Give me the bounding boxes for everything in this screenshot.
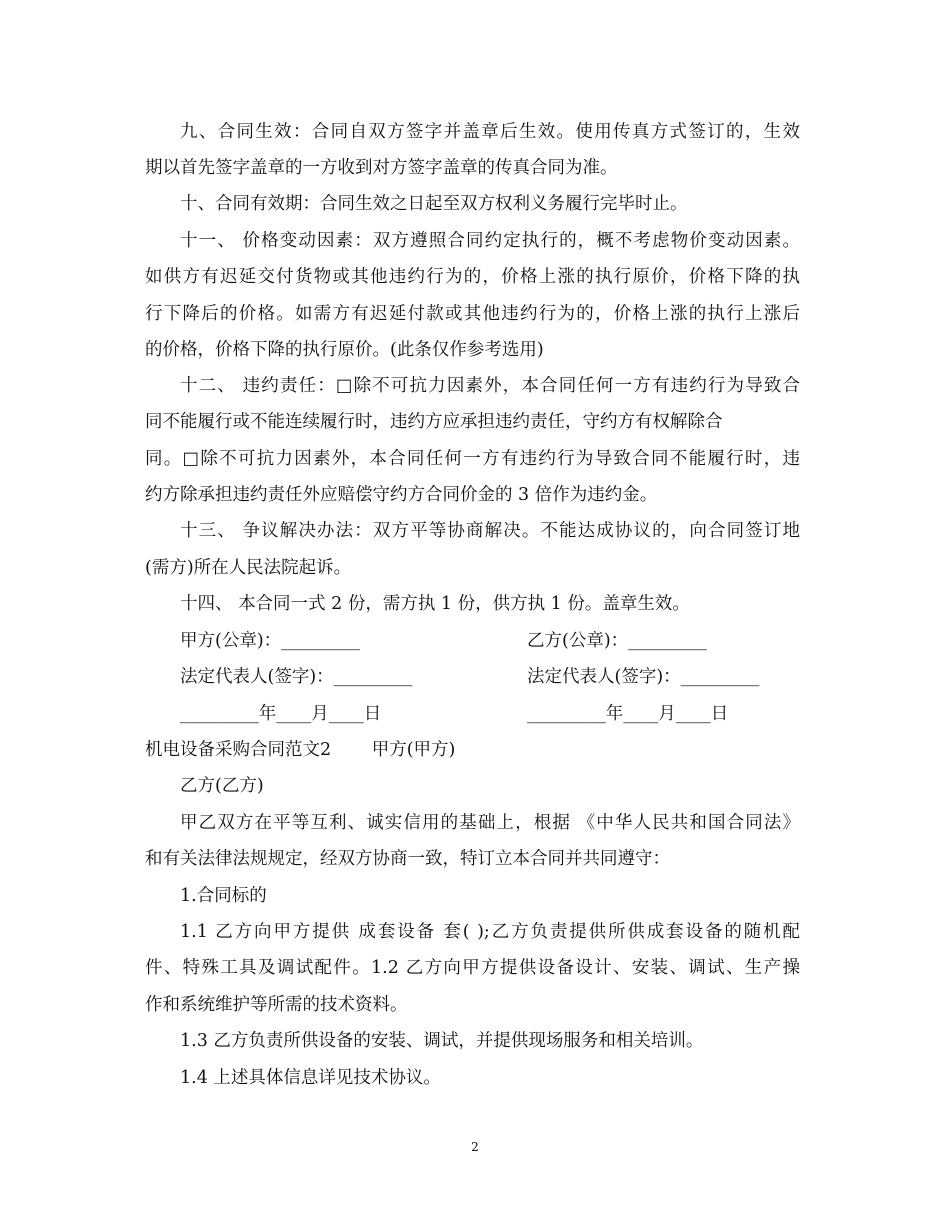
party-b-seal: 乙方(公章)：_________	[527, 631, 707, 651]
clause-13-line-2: (需方)所在人民法院起诉。	[145, 558, 352, 578]
preamble-line-1: 甲乙双方在平等互利、诚实信用的基础上，根据 《中华人民共和国合同法》	[180, 813, 800, 833]
party-b-representative: 法定代表人(签字)：_________	[527, 667, 760, 687]
item-1-4: 1.4 上述具体信息详见技术协议。	[180, 1068, 441, 1088]
party-a-seal: 甲方(公章)：_________	[180, 631, 360, 651]
clause-9-line-1: 九、合同生效：合同自双方签字并盖章后生效。使用传真方式签订的，生效	[180, 122, 800, 142]
item-1-1-line-1: 1.1 乙方向甲方提供 成套设备 套( );乙方负责提供所供成套设备的随机配	[180, 922, 800, 942]
item-1-2-line-end: 作和系统维护等所需的技术资料。	[145, 995, 408, 1015]
clause-12-line-1: 十二、 违约责任：□除不可抗力因素外，本合同任何一方有违约行为导致合	[180, 376, 800, 396]
page-number: 2	[471, 1140, 479, 1154]
preamble-line-2: 和有关法律法规规定，经双方协商一致，特订立本合同并共同遵守：	[145, 849, 670, 869]
section-1-heading: 1.合同标的	[180, 886, 267, 906]
clause-14: 十四、 本合同一式 2 份，需方执 1 份，供方执 1 份。盖章生效。	[180, 594, 690, 614]
item-1-1-line-2: 件、特殊工具及调试配件。1.2 乙方向甲方提供设备设计、安装、调试、生产操	[145, 958, 800, 978]
clause-12-line-4: 约方除承担违约责任外应赔偿守约方合同价金的 3 倍作为违约金。	[145, 485, 658, 505]
party-b-heading: 乙方(乙方)	[180, 776, 264, 796]
clause-12-line-2: 同不能履行或不能连续履行时，违约方应承担违约责任，守约方有权解除合	[145, 412, 723, 432]
clause-11-line-2: 如供方有迟延交付货物或其他违约行为的，价格上涨的执行原价，价格下降的执	[145, 267, 800, 287]
clause-9-line-2: 期以首先签字盖章的一方收到对方签字盖章的传真合同为准。	[145, 158, 618, 178]
party-a-date: _________年____月____日	[180, 704, 382, 724]
party-b-date: _________年____月____日	[527, 704, 729, 724]
clause-12-line-3: 同。□除不可抗力因素外，本合同任何一方有违约行为导致合同不能履行时，违	[145, 449, 800, 469]
item-1-3: 1.3 乙方负责所供设备的安装、调试，并提供现场服务和相关培训。	[180, 1031, 704, 1051]
clause-11-line-1: 十一、 价格变动因素：双方遵照合同约定执行的，概不考虑物价变动因素。	[180, 231, 800, 251]
party-a-representative: 法定代表人(签字)：_________	[180, 667, 413, 687]
clause-10: 十、合同有效期：合同生效之日起至双方权利义务履行完毕时止。	[180, 194, 688, 214]
clause-11-line-4: 的价格，价格下降的执行原价。(此条仅作参考选用)	[145, 340, 544, 360]
clause-13-line-1: 十三、 争议解决办法：双方平等协商解决。不能达成协议的，向合同签订地	[180, 521, 800, 541]
contract-2-title: 机电设备采购合同范文2 甲方(甲方)	[145, 740, 456, 760]
clause-11-line-3: 行下降后的价格。如需方有迟延付款或其他违约行为的，价格上涨的执行上涨后	[145, 304, 800, 324]
